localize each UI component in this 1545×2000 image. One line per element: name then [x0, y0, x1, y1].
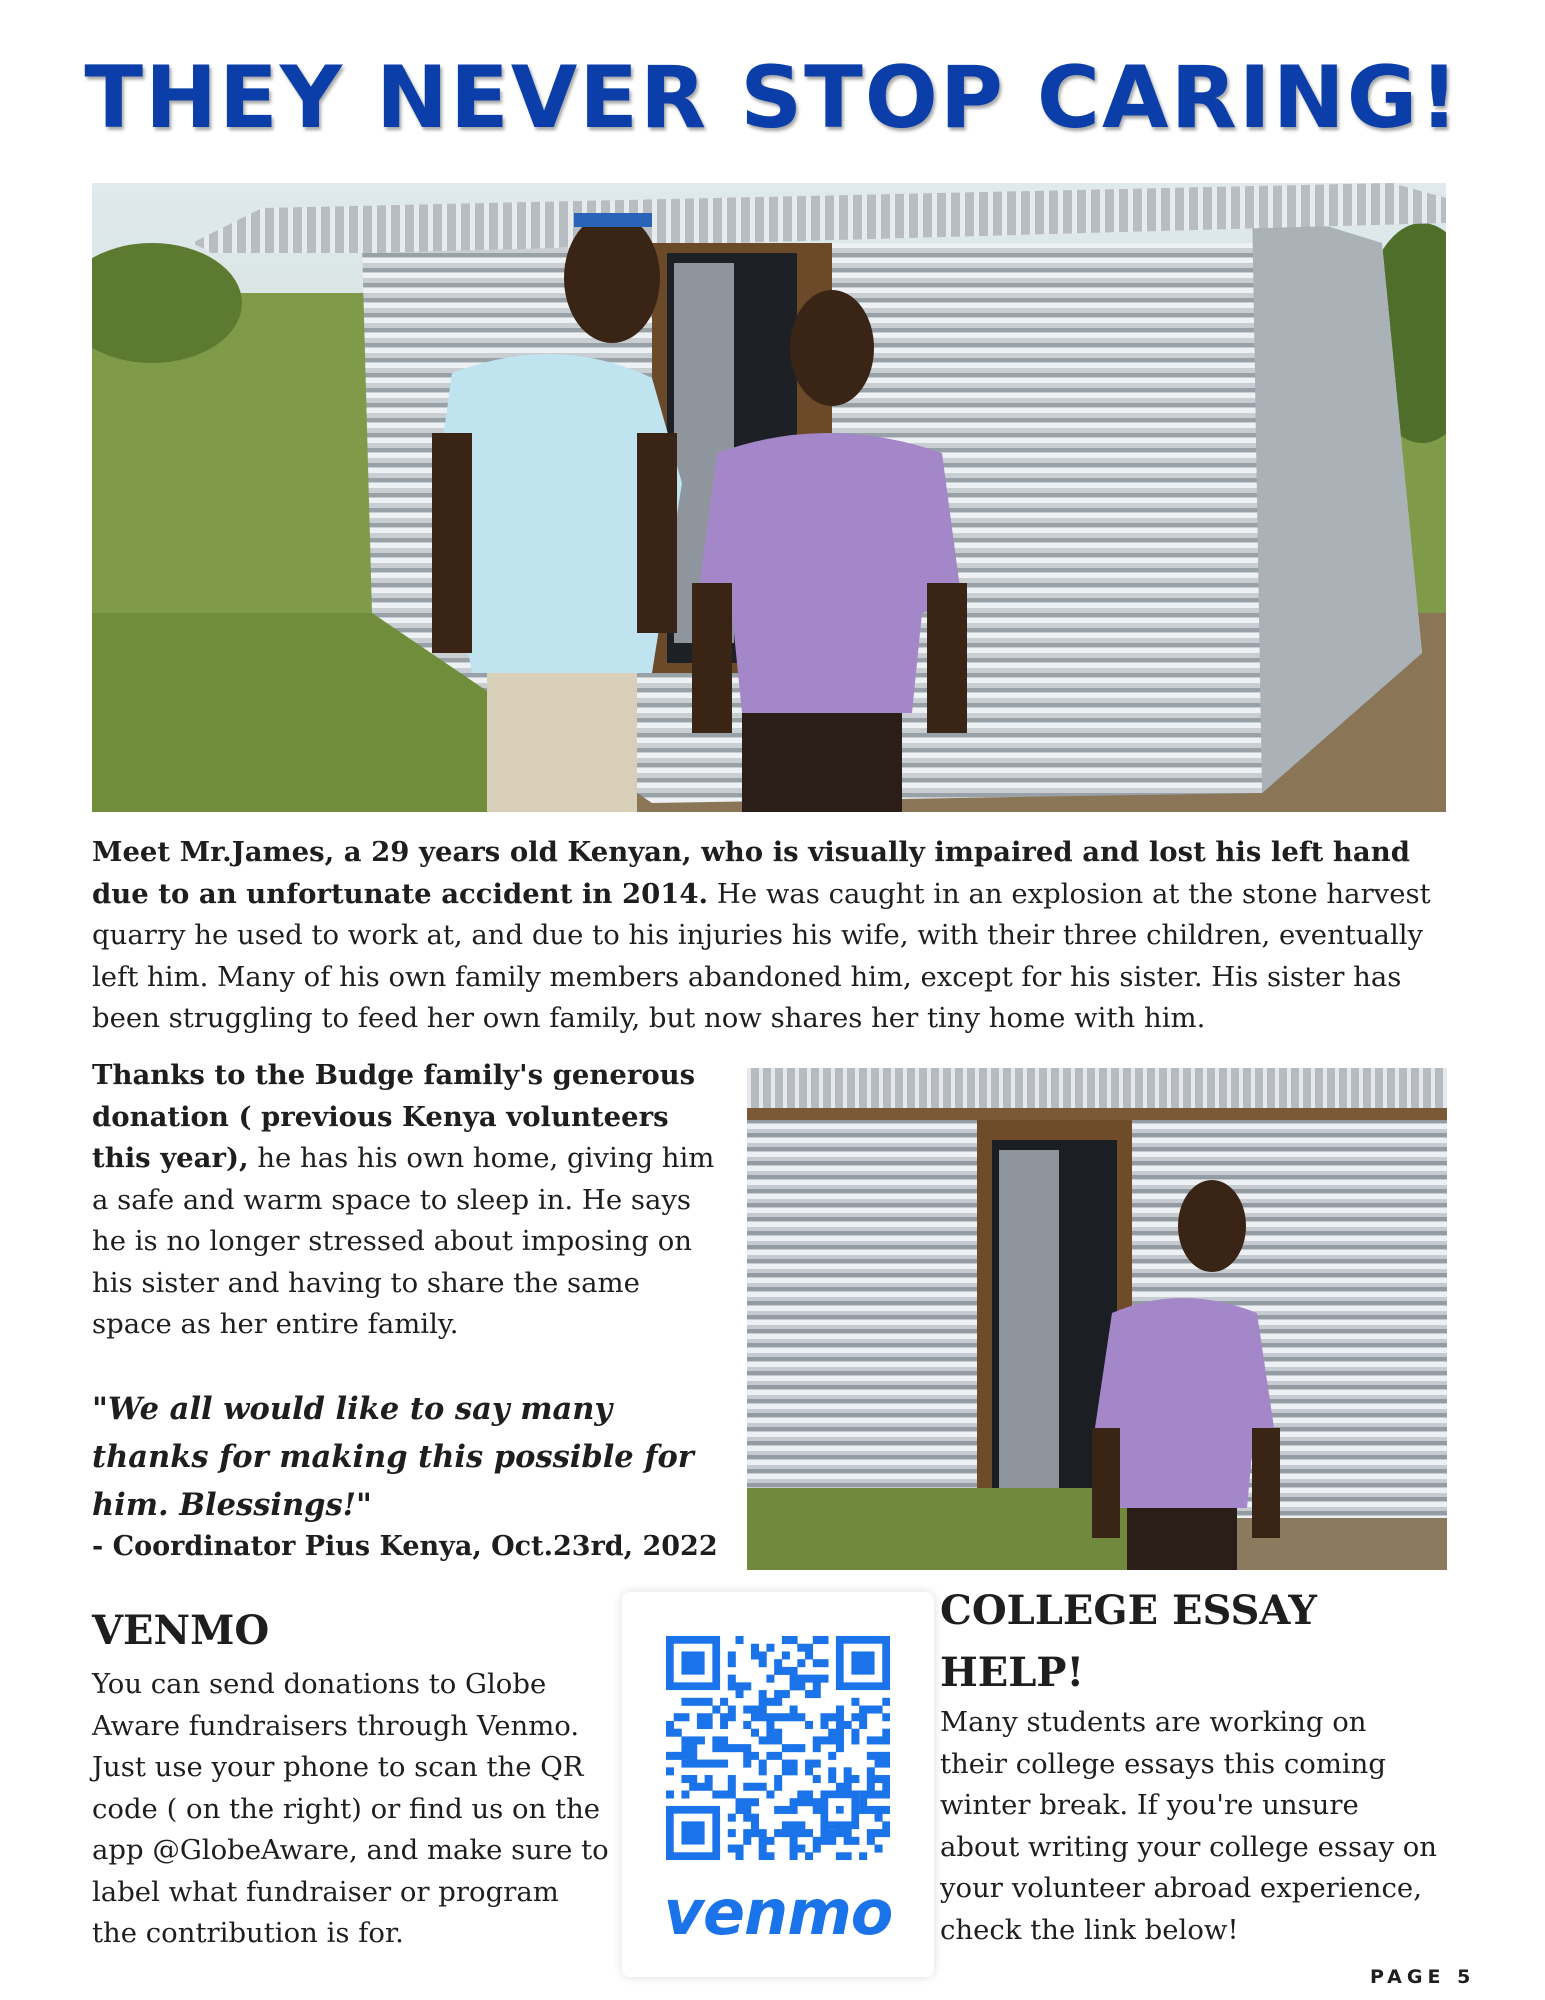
- thanks-rest: he has his own home, giving him a safe and warm space to sleep in. He says he is no longer stressed about imposing on his sister and having to share the same space as her entire family.: [92, 1142, 715, 1340]
- thanks-paragraph: [92, 1055, 722, 1346]
- thanks-bold: Thanks to the Budge family's generous donation ( previous Kenya volunteers this year),: [92, 1059, 696, 1174]
- qr-code[interactable]: [666, 1636, 890, 1860]
- pull-quote: "We all would like to say many thanks for making this possible for him. Blessings!": [92, 1391, 694, 1523]
- top-photo: [92, 183, 1446, 812]
- intro-bold: Meet Mr.James, a 29 years old Kenyan, who is visually impaired and lost his left hand due to an unfortunate accident in 2014.: [92, 836, 1410, 910]
- venmo-heading: VENMO: [92, 1607, 270, 1654]
- essay-body: Many students are working on their college essays this coming winter break. If you're unsure about writing your college essay on your volunteer abroad experience, check the link below!: [940, 1706, 1438, 1946]
- house-photo: [747, 1068, 1447, 1570]
- venmo-logo: venmo: [663, 1876, 893, 1949]
- quote-attribution: - Coordinator Pius Kenya, Oct.23rd, 2022: [92, 1531, 718, 1562]
- page-number: PAGE 5: [1370, 1966, 1476, 1988]
- intro-rest: He was caught in an explosion at the stone harvest quarry he used to work at, and due to his injuries his wife, with their three children, eventually left him. Many of his own family members abandoned him, except for his sister. His sister has been struggling to feed her own family, but now shares her tiny home with him.: [92, 877, 1431, 1034]
- venmo-qr-card: [622, 1592, 934, 1977]
- intro-paragraph: [92, 832, 1462, 1040]
- essay-heading: COLLEGE ESSAY HELP!: [940, 1587, 1317, 1696]
- venmo-body: You can send donations to Globe Aware fundraisers through Venmo. Just use your phone to scan the QR code ( on the right) or find us on the app @GlobeAware, and make sure to label what fundraiser or program the contribution is for.: [92, 1668, 609, 1949]
- page-title: THEY NEVER STOP CARING!: [84, 48, 1461, 148]
